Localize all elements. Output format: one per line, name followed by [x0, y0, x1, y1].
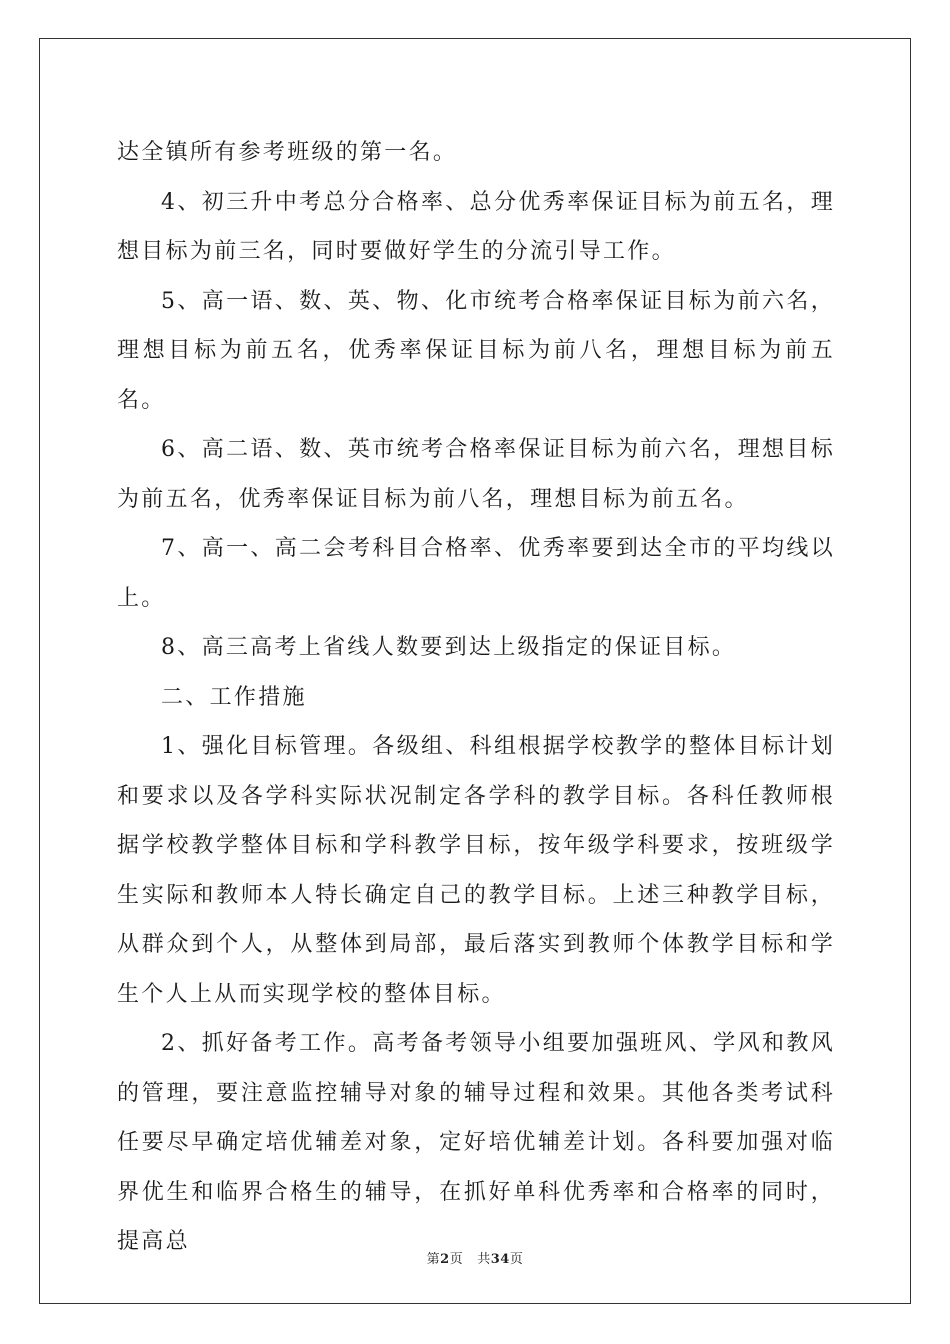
total-pages-number: 34: [490, 1252, 510, 1267]
paragraph: 6、高二语、数、英市统考合格率保证目标为前六名，理想目标为前五名，优秀率保证目标为前八名，理想目标为前五名。: [117, 437, 835, 512]
document-body: [117, 128, 835, 1267]
current-page-number: 2: [440, 1252, 450, 1267]
page-indicator: 第2页: [426, 1252, 464, 1267]
paragraph: 7、高一、高二会考科目合格率、优秀率要到达全市的平均线以上。: [117, 536, 835, 611]
paragraph: 4、初三升中考总分合格率、总分优秀率保证目标为前五名，理想目标为前三名，同时要做好学生的分流引导工作。: [117, 189, 835, 264]
total-pages-indicator: 共34页: [477, 1252, 524, 1267]
paragraph: 2、抓好备考工作。高考备考领导小组要加强班风、学风和教风的管理，要注意监控辅导对象的辅导过程和效果。其他各类考试科任要尽早确定培优辅差对象，定好培优辅差计划。各科要加强对临界优生和临界合格生的辅导，在抓好单科优秀率和合格率的同时，提高总: [117, 1031, 835, 1254]
section-heading: 二、工作措施: [161, 684, 307, 710]
paragraph: 5、高一语、数、英、物、化市统考合格率保证目标为前六名，理想目标为前五名，优秀率保证目标为前八名，理想目标为前五名。: [117, 288, 835, 413]
paragraph: 达全镇所有参考班级的第一名。: [117, 140, 458, 165]
paragraph: 8、高三高考上省线人数要到达上级指定的保证目标。: [161, 635, 737, 660]
page-footer: [0, 1248, 950, 1267]
paragraph: 1、强化目标管理。各级组、科组根据学校教学的整体目标计划和要求以及各学科实际状况制定各学科的教学目标。各科任教师根据学校教学整体目标和学科教学目标，按年级学科要求，按班级学生实际和教师本人特长确定自己的教学目标。上述三种教学目标，从群众到个人，从整体到局部，最后落实到教师个体教学目标和学生个人上从而实现学校的整体目标。: [117, 734, 835, 1007]
